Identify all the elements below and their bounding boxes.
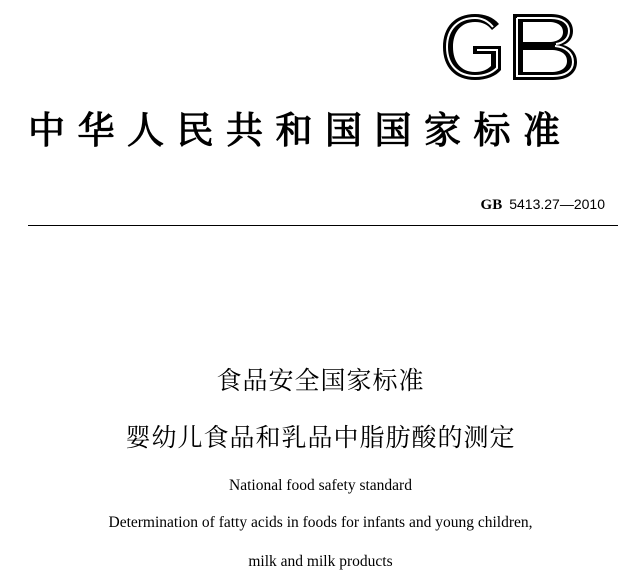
title-en-line-1: National food safety standard	[229, 477, 412, 494]
title-en-line-3: milk and milk products	[248, 553, 393, 570]
header-divider	[28, 225, 618, 226]
gb-logo-b-letter	[513, 14, 577, 80]
standard-code: 5413.27—2010	[509, 196, 605, 212]
title-cn-line-1: 食品安全国家标准	[216, 366, 425, 395]
title-cn-line-2: 婴幼儿食品和乳品中脂肪酸的测定	[125, 423, 516, 452]
country-standard-heading: 中华人民共和国国家标准	[28, 109, 573, 152]
gb-logo-g-letter	[443, 14, 501, 80]
standard-number	[481, 194, 605, 215]
title-en-line-2: Determination of fatty acids in foods for infants and young children,	[108, 514, 533, 531]
standard-prefix: GB	[480, 197, 503, 213]
gb-logo-icon	[433, 10, 585, 84]
